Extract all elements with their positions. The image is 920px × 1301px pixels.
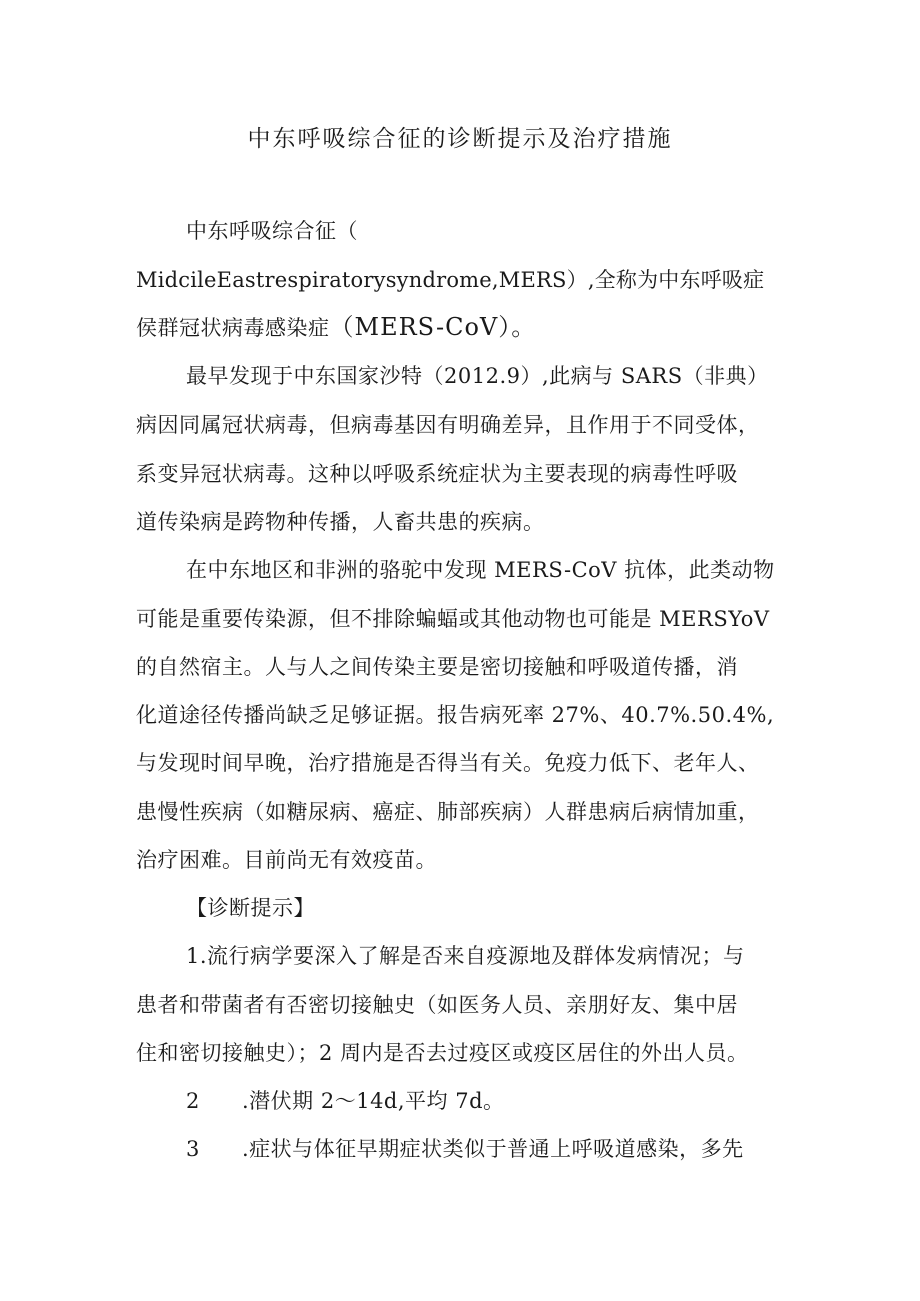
item-1-line-3: 住和密切接触史）；2 周内是否去过疫区或疫区居住的外出人员。: [136, 1041, 749, 1065]
paragraph-1-line-1: 中东呼吸综合征（: [186, 219, 358, 243]
item-2-number: 2: [186, 1089, 200, 1113]
paragraph-3-line-4: 化道途径传播尚缺乏足够证据。报告病死率 27%、40.7%.50.4%,: [136, 703, 775, 727]
paragraph-1-line-2: MidcileEastrespiratorysyndrome,MERS）,全称为中东呼吸症: [136, 268, 765, 292]
mers-cov-abbrev: （MERS-CoV）。: [329, 313, 537, 341]
paragraph-3-line-1: 在中东地区和非洲的骆驼中发现 MERS-CoV 抗体，此类动物: [186, 558, 775, 582]
paragraph-3-line-5: 与发现时间早晚，治疗措施是否得当有关。免疫力低下、老年人、: [136, 751, 760, 775]
paragraph-2-line-2: 病因同属冠状病毒，但病毒基因有明确差异，且作用于不同受体，: [136, 413, 760, 437]
paragraph-2-line-1: 最早发现于中东国家沙特（2012.9）,此病与 SARS（非典）: [186, 364, 769, 388]
paragraph-2-line-3: 系变异冠状病毒。这种以呼吸系统症状为主要表现的病毒性呼吸: [136, 462, 738, 486]
item-3-text: .症状与体征早期症状类似于普通上呼吸道感染，多先: [242, 1137, 744, 1161]
paragraph-3-line-6: 患慢性疾病（如糖尿病、癌症、肺部疾病）人群患病后病情加重，: [136, 800, 760, 824]
document-title: 中东呼吸综合征的诊断提示及治疗措施: [247, 126, 673, 152]
section-heading-diagnosis: 【诊断提示】: [186, 896, 315, 920]
paragraph-3-line-3: 的自然宿主。人与人之间传染主要是密切接触和呼吸道传播，消: [136, 655, 738, 679]
paragraph-1-line-3-text: 侯群冠状病毒感染症: [136, 316, 330, 340]
item-2-text: .潜伏期 2～14d,平均 7d。: [242, 1089, 505, 1113]
paragraph-1-line-3: [136, 312, 536, 343]
paragraph-2-line-4: 道传染病是跨物种传播，人畜共患的疾病。: [136, 510, 545, 534]
paragraph-3-line-7: 治疗困难。目前尚无有效疫苗。: [136, 848, 437, 872]
item-1-line-1: 1.流行病学要深入了解是否来自疫源地及群体发病情况；与: [186, 944, 745, 968]
item-1-line-2: 患者和带菌者有否密切接触史（如医务人员、亲朋好友、集中居: [136, 993, 738, 1017]
item-3-number: 3: [186, 1137, 200, 1161]
paragraph-3-line-2: 可能是重要传染源，但不排除蝙蝠或其他动物也可能是 MERSYoV: [136, 607, 770, 631]
